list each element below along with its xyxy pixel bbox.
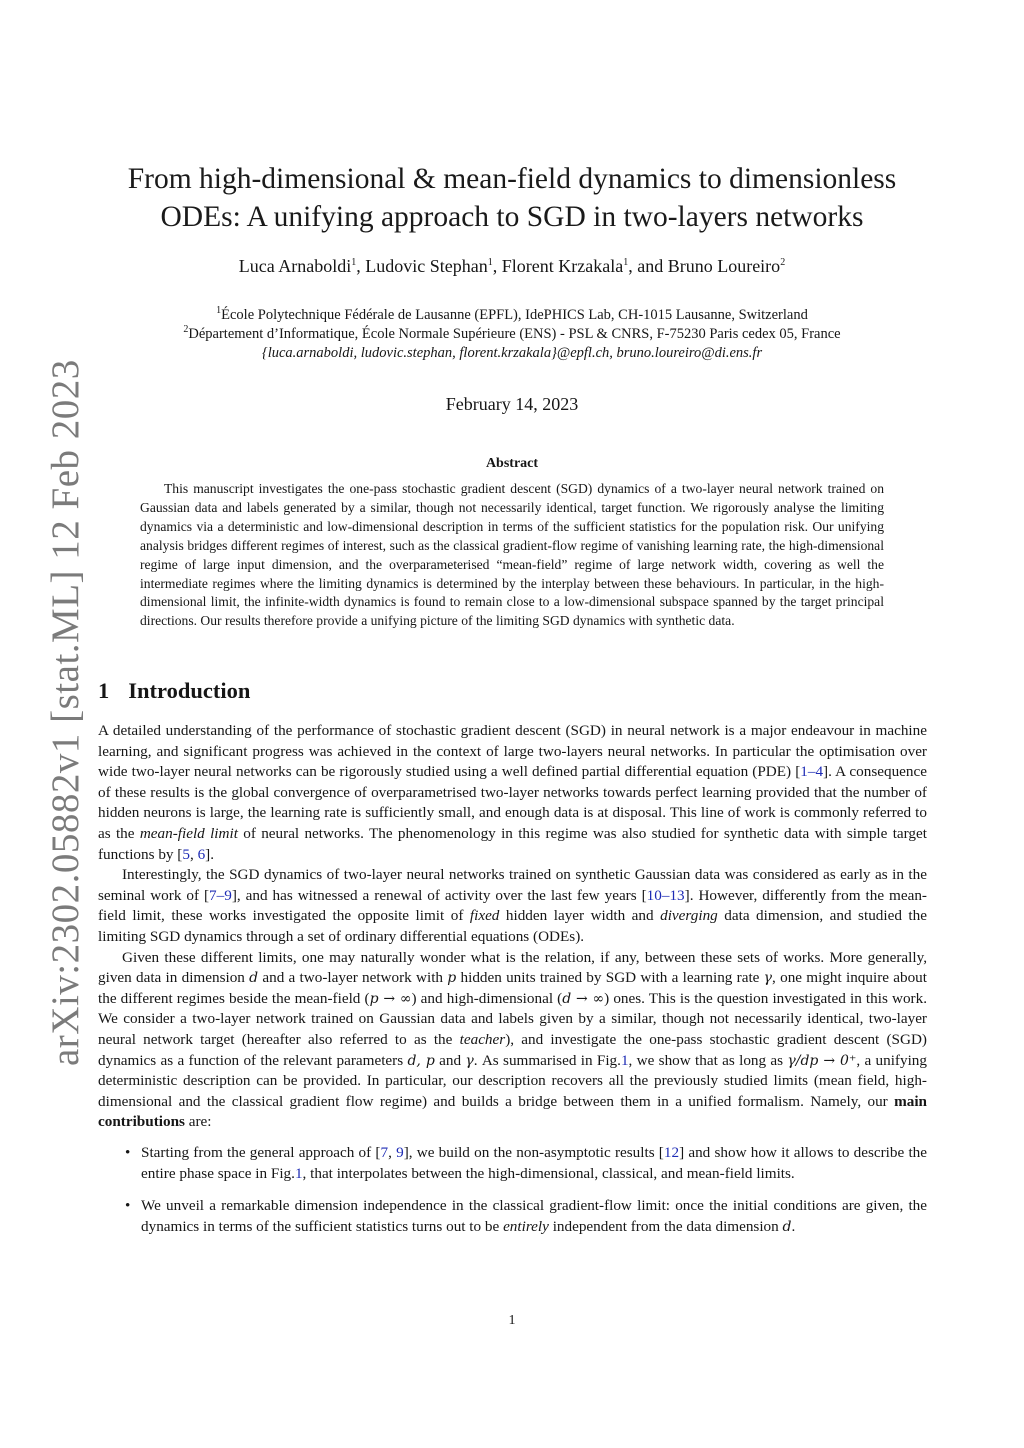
section-number: 1 (98, 678, 110, 703)
emphasis: diverging (660, 907, 718, 925)
affiliation-1 (100, 306, 924, 325)
text-run: . As summarised in Fig. (473, 1051, 621, 1069)
text-run: . (791, 1217, 796, 1235)
strong-text: main contributions (98, 1092, 927, 1131)
citation-link[interactable]: 9 (396, 1144, 404, 1161)
text-run: ]. (205, 845, 215, 863)
list-item (98, 1196, 927, 1237)
section-title: Introduction (128, 678, 251, 703)
math-symbol: d (782, 1218, 792, 1235)
author-affiliation-mark: 1 (623, 257, 629, 268)
text-run: independent from the data dimension (548, 1217, 783, 1235)
affiliation-text: École Polytechnique Fédérale de Lausanne (EPFL), IdePHICS Lab, CH-1015 Lausanne, Switzerland (221, 307, 808, 323)
paper-date: February 14, 2023 (445, 394, 579, 414)
math-expression: d, p (407, 1052, 435, 1069)
affiliation-text: Département d’Informatique, École Normale Supérieure (ENS) - PSL & CNRS, F-75230 Paris cedex 05, France (188, 326, 841, 342)
text-run: Interestingly, the SGD dynamics of two-layer neural networks trained on synthetic Gaussian data was considered as early as in the seminal work of [ (98, 866, 927, 904)
abstract-heading: Abstract (485, 456, 539, 471)
text-run: of neural networks. The phenomenology in this regime was also studied for synthetic data with simple target functions by [ (98, 824, 927, 863)
author-name: Bruno Loureiro (667, 256, 781, 276)
math-expression: γ/dp → 0⁺ (787, 1052, 857, 1069)
text-run: , (388, 1144, 397, 1161)
text-run: ]. However, differently from the mean-field limit, these works investigated the opposite limit of (98, 886, 927, 925)
text-run: Given these different limits, one may naturally wonder what is the relation, if any, between these sets of works. More generally, given data in dimension (98, 948, 927, 987)
math-symbol: p (447, 970, 457, 987)
bullet-icon: • (125, 1197, 131, 1215)
author-affiliation-mark: 1 (487, 257, 493, 268)
emphasis: teacher (459, 1030, 506, 1048)
text-run: data dimension, and studied the limiting SGD dynamics through a set of ordinary differential equations (ODEs). (98, 907, 927, 945)
author-separator: , and (628, 256, 668, 276)
math-symbol: γ (763, 970, 773, 987)
math-expression: p → ∞ (369, 990, 412, 1007)
text-run: and (434, 1051, 466, 1069)
affiliations (100, 306, 924, 363)
intro-body (98, 721, 927, 1133)
text-run: , (189, 845, 198, 863)
citation-link[interactable]: 6 (197, 845, 206, 863)
math-symbol: γ (465, 1052, 474, 1069)
text-run: A detailed understanding of the performance of stochastic gradient descent (SGD) in neural network is a major endeavour in machine learning, and significant progress was achieved in the context of large two-layers neural networks. In particular the optimisation over wide two-layer neural networks can be rigorously studied using a well defined partial differential equation (PDE) [ (98, 722, 927, 781)
citation-link[interactable]: 1–4 (800, 763, 824, 781)
section-heading (98, 678, 250, 704)
author-affiliation-mark: 2 (780, 257, 786, 268)
emphasis: entirely (503, 1217, 549, 1235)
text-run: hidden units trained by SGD with a learning rate (456, 969, 764, 987)
title-line-1: From high-dimensional & mean-field dynamics to dimensionless (127, 163, 897, 195)
emphasis: mean-field limit (139, 824, 238, 842)
citation-link[interactable]: 5 (182, 845, 190, 863)
text-run: , a unifying deterministic description can be provided. In particular, our description recovers all the previously studied limits (mean field, high-dimensional and the classical gradient flow regime) and builds a bridge between them in a unified formalism. Namely, our (98, 1051, 927, 1110)
text-run: ], we build on the non-asymptotic results [ (403, 1144, 664, 1161)
abstract-text: This manuscript investigates the one-pass stochastic gradient descent (SGD) dynamics of a two-layer neural network trained on Gaussian data and labels generated by a similar, though not necessarily identical, target function. We rigorously analyse the limiting dynamics via a deterministic and low-dimensional description in terms of the sufficient statistics for the population risk. Our unifying analysis bridges different regimes of interest, such as the classical gradient-flow regime of vanishing learning rate, the high-dimensional regime of large input dimension, and the overparameterised “mean-field” regime of large network width, covering as well the intermediate regimes where the limiting dynamics is determined by the interplay between these behaviours. In particular, in the high-dimensional limit, the infinite-width dynamics is found to remain close to a low-dimensional subspace spanned by the target principal directions. Our results therefore provide a unifying picture of the limiting SGD dynamics with synthetic data. (140, 481, 884, 629)
citation-link[interactable]: 7–9 (209, 886, 232, 904)
emphasis: fixed (469, 907, 500, 925)
affiliation-2 (100, 325, 924, 344)
list-item (98, 1143, 927, 1184)
text-run: ) and high-dimensional ( (411, 989, 563, 1007)
text-run: We unveil a remarkable dimension independence in the classical gradient-flow limit: once the initial conditions are given, the dynamics in terms of the sufficient statistics turns out to be (141, 1197, 927, 1235)
citation-link[interactable]: 10–13 (646, 886, 685, 904)
author-emails: {luca.arnaboldi, ludovic.stephan, florent.krzakala}@epfl.ch, bruno.loureiro@di.ens.fr (261, 345, 763, 361)
paper-title (100, 160, 924, 236)
text-run: ]. A consequence of these results is the global convergence of overparametrised two-layer networks towards perfect learning provided that the number of hidden neurons is large, the learning rate is sufficiently small, and enough data is at disposal. This line of work is commonly referred to as the (98, 763, 927, 842)
text-run: ) ones. This is the question investigated in this work. We consider a two-layer network trained on Gaussian data and labels given by a similar, though not necessarily identical, two-layer neural network target (hereafter also referred to as the (98, 989, 927, 1048)
text-run: hidden layer width and (499, 907, 661, 925)
text-run: ], and has witnessed a renewal of activity over the last few years [ (231, 886, 647, 904)
citation-link[interactable]: 12 (663, 1144, 680, 1161)
affiliation-mark: 1 (216, 305, 222, 317)
text-run: Starting from the general approach of [ (141, 1144, 381, 1161)
author-name: Ludovic Stephan (365, 256, 488, 276)
paragraph-3 (98, 948, 927, 1133)
text-run: and a two-layer network with (258, 969, 448, 987)
text-run: are: (184, 1113, 212, 1131)
author-name: Florent Krzakala (501, 256, 624, 276)
author-separator: , (356, 256, 366, 276)
figure-link[interactable]: 1 (620, 1051, 629, 1069)
affiliation-mark: 2 (183, 324, 189, 336)
author-name: Luca Arnaboldi (238, 256, 352, 276)
text-run: ] and show how it allows to describe the entire phase space in Fig. (141, 1144, 927, 1182)
math-symbol: d (249, 970, 259, 987)
bullet-icon: • (125, 1144, 131, 1161)
text-run: , that interpolates between the high-dimensional, classical, and mean-field limits. (302, 1164, 795, 1182)
page-number: 1 (508, 1313, 516, 1328)
citation-link[interactable]: 7 (380, 1144, 389, 1161)
math-expression: d → ∞ (562, 990, 605, 1007)
contributions-list (98, 1143, 927, 1237)
author-list (100, 256, 924, 277)
text-run: , we show that as long as (628, 1051, 788, 1069)
author-separator: , (492, 256, 502, 276)
figure-link[interactable]: 1 (294, 1164, 303, 1182)
arxiv-stamp: arXiv:2302.05882v1 [stat.ML] 12 Feb 2023 (44, 359, 87, 1066)
text-run: , one might inquire about the different regimes beside the mean-field ( (98, 969, 927, 1007)
text-run: ), and investigate the one-pass stochastic gradient descent (SGD) dynamics as a function of the relevant parameters (98, 1030, 927, 1069)
paragraph-2 (98, 865, 927, 947)
author-affiliation-mark: 1 (351, 257, 357, 268)
paragraph-1 (98, 721, 927, 865)
title-line-2: ODEs: A unifying approach to SGD in two-layers networks (160, 201, 864, 233)
